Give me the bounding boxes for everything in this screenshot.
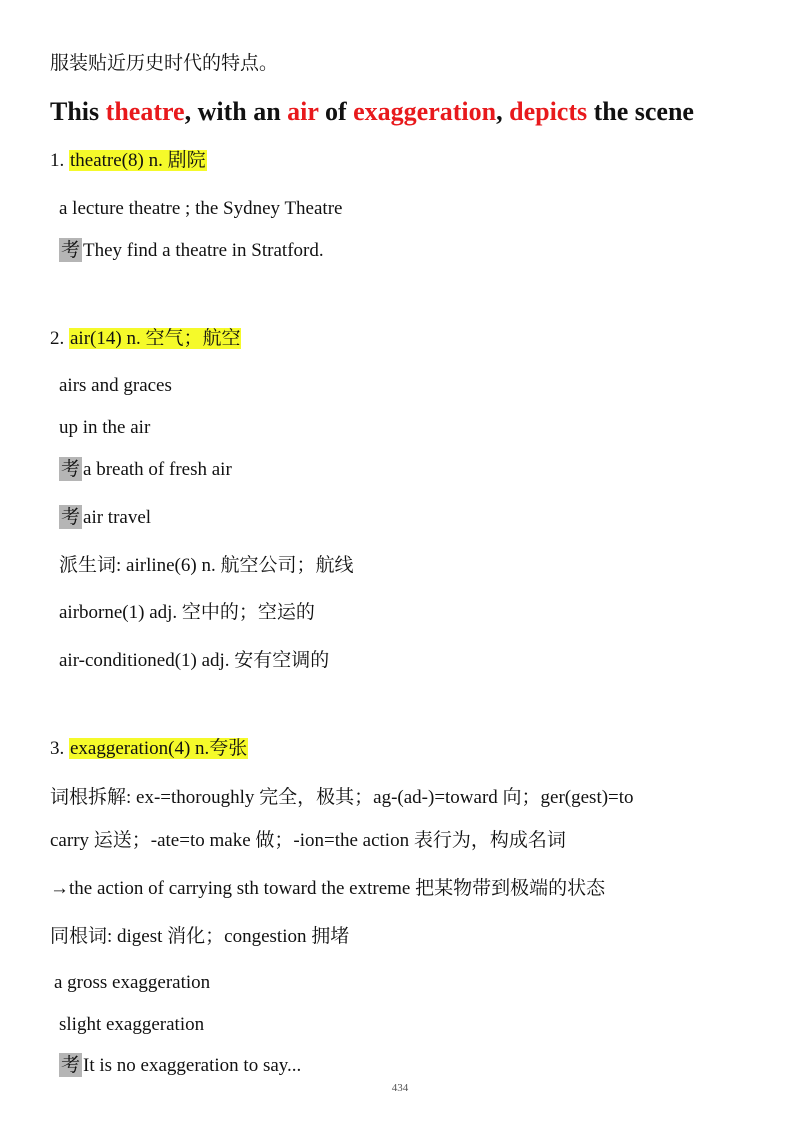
title-text-1: This — [50, 97, 106, 126]
section-1-number: 1. — [50, 150, 69, 171]
section-3-headword: exaggeration(4) n.夸张 — [70, 738, 248, 759]
section-2-line-7: air-conditioned(1) adj. 安有空调的 — [59, 650, 330, 671]
exam-tag: 考 — [61, 1054, 81, 1076]
title-text-2: , with an — [184, 97, 288, 126]
section-2-line-3: a breath of fresh air — [83, 459, 232, 480]
sentence-title — [50, 94, 694, 130]
section-2-exam-line-2 — [59, 505, 151, 531]
section-2-line-5: 派生词: airline(6) n. 航空公司；航线 — [59, 555, 354, 576]
section-3-line-1: 词根拆解: ex-=thoroughly 完全，极其；ag-(ad-)=toward 向；ger(gest)=to — [50, 787, 634, 808]
section-1-headword: theatre(8) n. 剧院 — [70, 150, 206, 171]
section-3-line-5: a gross exaggeration — [54, 972, 211, 993]
exam-tag: 考 — [61, 506, 81, 528]
title-text-4: , — [496, 97, 510, 126]
section-3-exam-line — [59, 1053, 301, 1079]
section-3-line-6: slight exaggeration — [59, 1014, 205, 1035]
title-word-exaggeration: exaggeration — [353, 97, 497, 126]
section-3-heading — [50, 736, 248, 762]
section-1-exam-line — [59, 238, 324, 264]
section-1-line-2: They find a theatre in Stratford. — [83, 240, 324, 261]
exam-tag: 考 — [61, 458, 81, 480]
title-text-3: of — [318, 97, 354, 126]
section-3-line-2: carry 运送；-ate=to make 做；-ion=the action 表行为，构成名词 — [50, 830, 566, 851]
section-3-line-3: →the action of carrying sth toward the extreme 把某物带到极端的状态 — [50, 878, 606, 899]
section-1-heading — [50, 148, 207, 174]
section-3-line-7: It is no exaggeration to say... — [83, 1055, 302, 1076]
section-3-number: 3. — [50, 738, 69, 759]
section-2-line-1: airs and graces — [59, 375, 172, 396]
section-3-line-4: 同根词: digest 消化；congestion 拥堵 — [50, 926, 350, 947]
section-2-line-6: airborne(1) adj. 空中的；空运的 — [59, 602, 315, 623]
title-word-theatre: theatre — [105, 97, 185, 126]
section-1-line-1: a lecture theatre ; the Sydney Theatre — [59, 198, 343, 219]
section-2-line-4: air travel — [83, 507, 152, 528]
page-number: 434 — [391, 1082, 409, 1094]
exam-tag: 考 — [61, 239, 81, 261]
section-2-number: 2. — [50, 328, 69, 349]
title-word-air: air — [287, 97, 319, 126]
section-2-headword: air(14) n. 空气；航空 — [70, 328, 241, 349]
top-line: 服装贴近历史时代的特点。 — [50, 52, 279, 74]
title-text-5: the scene — [587, 97, 694, 126]
section-2-heading — [50, 326, 241, 352]
title-word-depicts: depicts — [509, 97, 588, 126]
section-2-line-2: up in the air — [59, 417, 151, 438]
section-2-exam-line-1 — [59, 457, 232, 483]
